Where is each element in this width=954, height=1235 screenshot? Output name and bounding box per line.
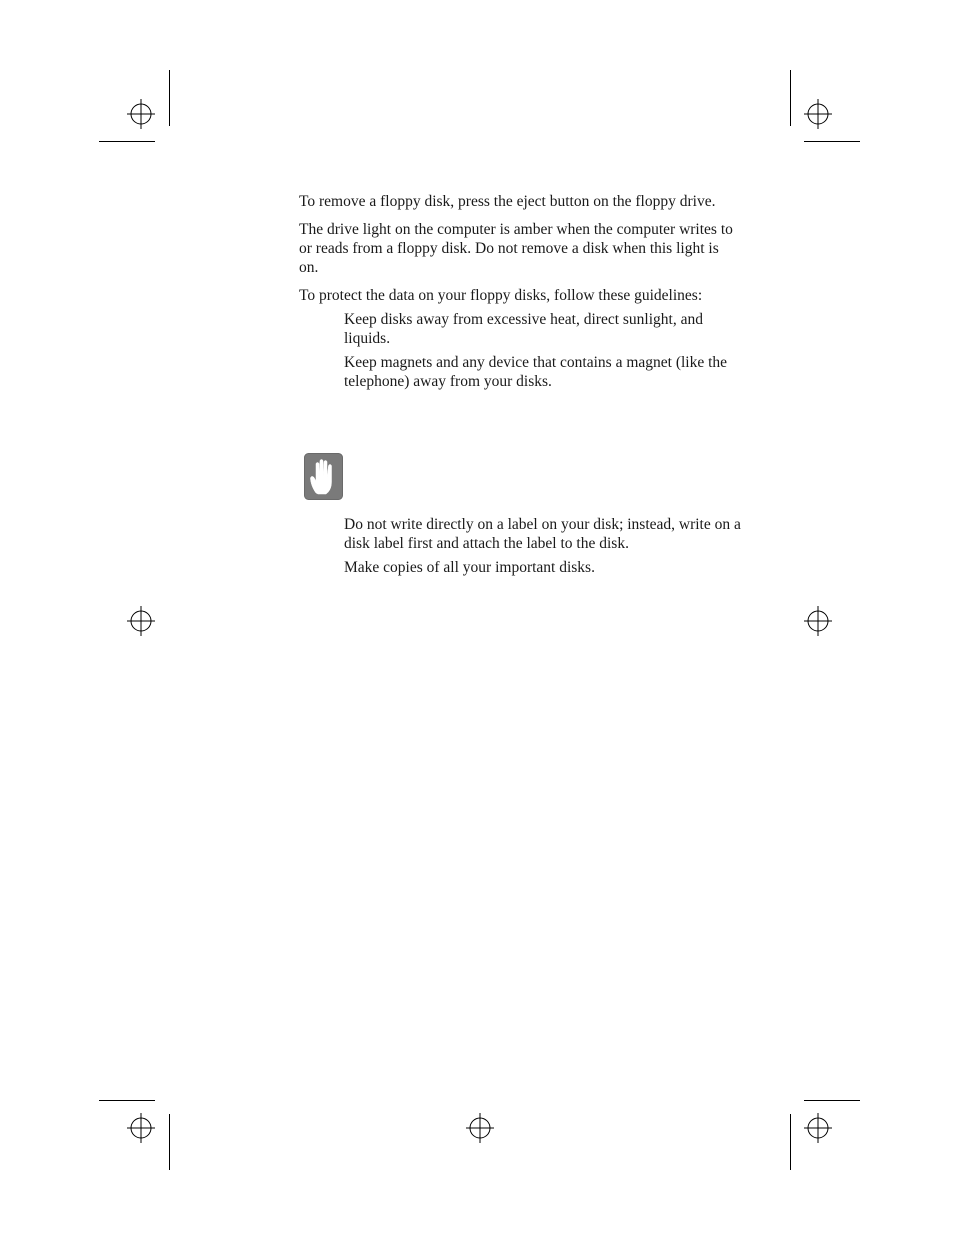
list-item: Keep disks away from excessive heat, direct sunlight, and liquids. [344,311,703,347]
registration-mark-icon [804,99,832,129]
list-item: Keep magnets and any device that contains a magnet (like the telephone) away from your disks. [344,354,728,390]
raised-hand-caution-icon [304,453,343,500]
body-text [299,192,739,396]
registration-mark-icon [804,1113,832,1143]
guidelines-list [299,310,739,391]
list-item: Make copies of all your important disks. [344,559,595,576]
guidelines-list [299,515,749,577]
registration-mark-icon [127,606,155,636]
paragraph-guidelines-intro: To protect the data on your floppy disks, follow these guidelines: [299,287,703,304]
registration-mark-icon [127,1113,155,1143]
registration-mark-icon [127,99,155,129]
registration-mark-icon [466,1113,494,1143]
guidelines-list-continued [299,515,749,582]
paragraph-drive-light: The drive light on the computer is amber when the computer writes to or reads from a floppy disk. Do not remove a disk when this light is on. [299,221,733,276]
paragraph-remove-disk: To remove a floppy disk, press the eject button on the floppy drive. [299,193,716,210]
registration-mark-icon [804,606,832,636]
list-item: Do not write directly on a label on your disk; instead, write on a disk label first and attach the label to the disk. [344,516,741,552]
